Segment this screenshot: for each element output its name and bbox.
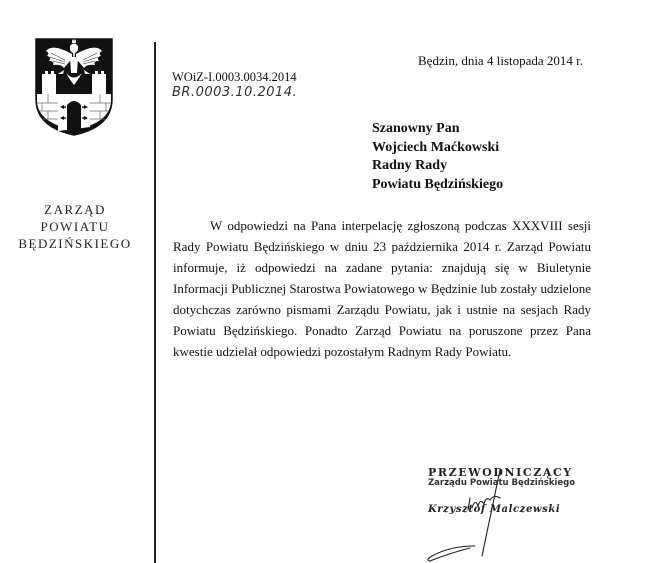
recipient-salutation: Szanowny Pan — [372, 121, 460, 136]
reference-number: WOiZ-I.0003.0034.2014 — [172, 70, 297, 84]
handwritten-reference: BR.0003.10.2014. — [172, 85, 298, 100]
signature-subtitle: Zarządu Powiatu Będzińskiego — [428, 478, 576, 488]
org-line-3: BĘDZIŃSKIEGO — [18, 236, 132, 251]
signature-title: PRZEWODNICZĄCY — [428, 466, 573, 479]
recipient-body: Powiatu Będzińskiego — [372, 176, 504, 192]
coat-of-arms-icon — [34, 37, 114, 137]
letter-body — [173, 215, 591, 362]
recipient-role: Radny Rady — [372, 158, 448, 173]
org-line-1: ZARZĄD — [44, 202, 106, 217]
recipient-block — [372, 120, 503, 194]
body-paragraph: W odpowiedzi na Pana interpelację zgłoszoną podczas XXXVIII sesji Rady Powiatu Będzińskiego w dniu 23 października 2014 r. Zarząd Powiatu informuje, iż odpowiedzi na zadane pytania: znajdują się w Biuletynie Informacji Publicznej Starostwa Powiatowego w Będzinie lub zostały udzielone dotychczas zarówno pismami Zarządu Powiatu, jak i ustnie na sesjach Rady Powiatu Będzińskiego. Ponadto Zarząd Powiatu na poruszone przez Pana kwestie udzielał odpowiedzi pozostałym Radnym Rady Powiatu. — [173, 218, 591, 359]
organization-name — [0, 201, 150, 252]
place-and-date: Będzin, dnia 4 listopada 2014 r. — [418, 53, 584, 68]
handwritten-signature-icon — [420, 468, 540, 563]
signature-name: Krzysztof Malczewski — [428, 504, 561, 515]
recipient-name: Wojciech Maćkowski — [372, 139, 500, 155]
org-line-2: POWIATU — [40, 219, 110, 234]
vertical-divider — [154, 42, 156, 563]
